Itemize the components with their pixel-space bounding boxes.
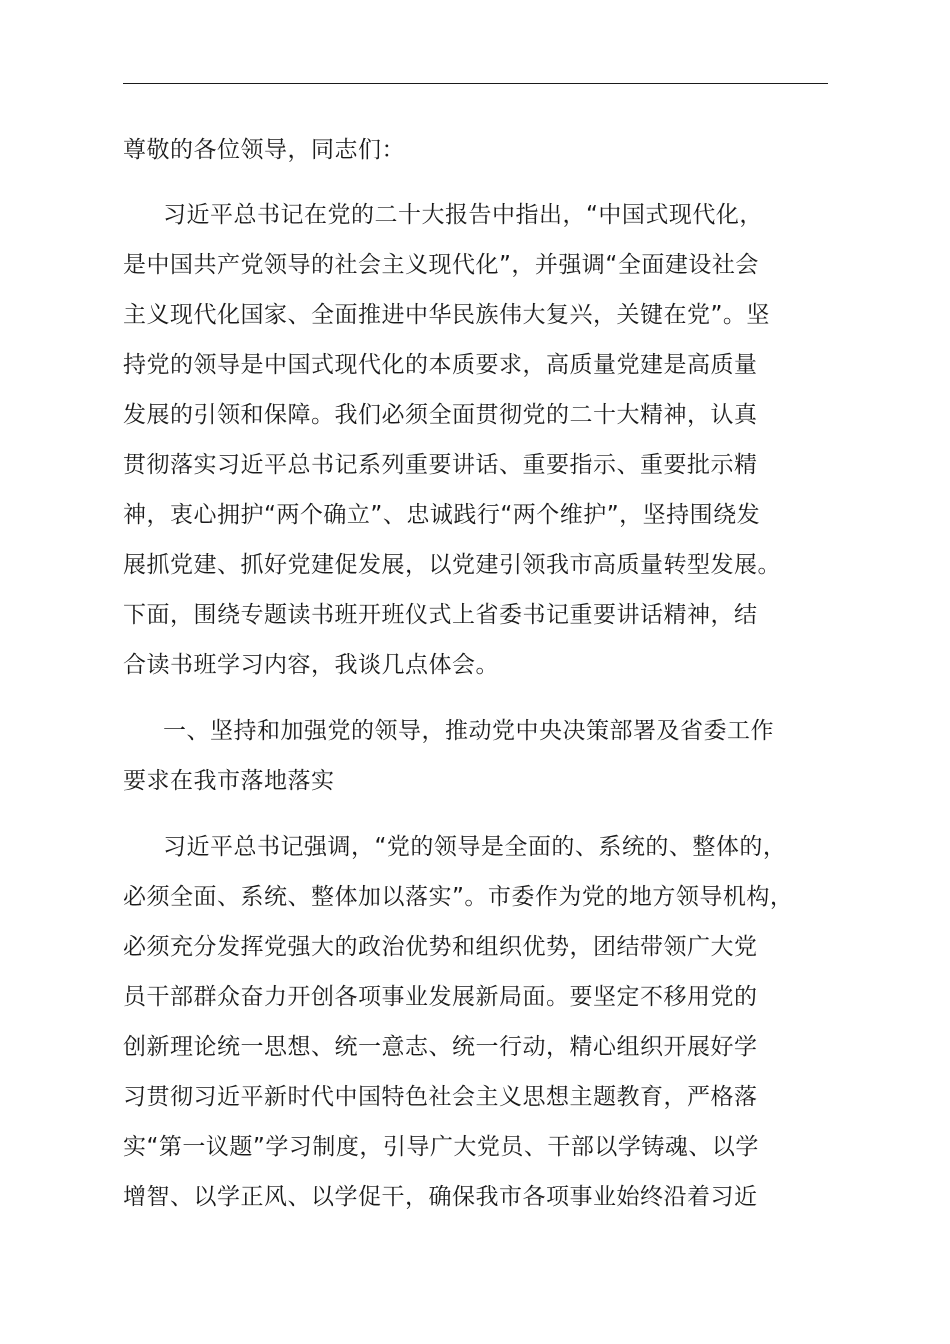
paragraph-line: 实“第一议题”学习制度，引导广大党员、干部以学铸魂、以学 (123, 1134, 759, 1160)
paragraph-line: 下面，围绕专题读书班开班仪式上省委书记重要讲话精神，结 (123, 602, 758, 628)
paragraph-line: 发展的引领和保障。我们必须全面贯彻党的二十大精神，认真 (123, 402, 758, 428)
paragraph-intro (123, 190, 828, 690)
paragraph-line: 主义现代化国家、全面推进中华民族伟大复兴，关键在党”。坚 (123, 302, 770, 328)
salutation: 尊敬的各位领导，同志们： (123, 137, 405, 163)
paragraph-line: 习近平总书记在党的二十大报告中指出，“中国式现代化， (163, 202, 763, 228)
paragraph-line: 必须充分发挥党强大的政治优势和组织优势，团结带领广大党 (123, 934, 758, 960)
paragraph-line: 合读书班学习内容，我谈几点体会。 (123, 652, 499, 678)
section-heading (123, 706, 828, 806)
paragraph-line: 创新理论统一思想、统一意志、统一行动，精心组织开展好学 (123, 1034, 758, 1060)
paragraph-line: 持党的领导是中国式现代化的本质要求，高质量党建是高质量 (123, 352, 758, 378)
paragraph-line: 习贯彻习近平新时代中国特色社会主义思想主题教育，严格落 (123, 1084, 758, 1110)
heading-line: 一、坚持和加强党的领导，推动党中央决策部署及省委工作 (163, 718, 774, 744)
header-rule (123, 83, 828, 84)
paragraph-line: 贯彻落实习近平总书记系列重要讲话、重要指示、重要批示精 (123, 452, 758, 478)
heading-line: 要求在我市落地落实 (123, 768, 335, 794)
paragraph-body (123, 822, 828, 1222)
paragraph-line: 必须全面、系统、整体加以落实”。市委作为党的地方领导机构， (123, 884, 794, 910)
paragraph-line: 增智、以学正风、以学促干，确保我市各项事业始终沿着习近 (123, 1184, 758, 1210)
paragraph-line: 习近平总书记强调，“党的领导是全面的、系统的、整体的， (163, 834, 787, 860)
document-body (123, 125, 828, 1222)
paragraph-line: 神，衷心拥护“两个确立”、忠诚践行“两个维护”，坚持围绕发 (123, 502, 761, 528)
paragraph-line: 是中国共产党领导的社会主义现代化”，并强调“全面建设社会 (123, 252, 759, 278)
paragraph-line: 员干部群众奋力开创各项事业发展新局面。要坚定不移用党的 (123, 984, 758, 1010)
paragraph-line: 展抓党建、抓好党建促发展，以党建引领我市高质量转型发展。 (123, 552, 781, 578)
